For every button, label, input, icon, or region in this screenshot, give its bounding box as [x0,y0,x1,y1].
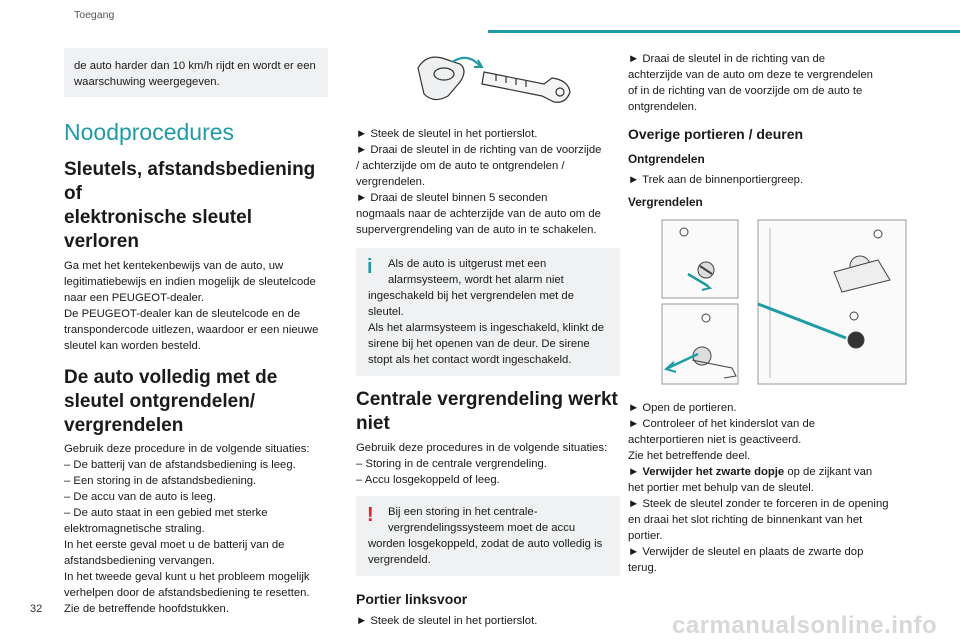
heading-unlock: Ontgrendelen [628,152,705,166]
column-1 [64,48,328,617]
central-locking-text: Gebruik deze procedures in de volgende situaties: – Storing in de centrale vergrendeling. – Accu losgekoppeld of leeg. [356,442,608,486]
full-unlock-text: Gebruik deze procedure in de volgende situaties: – De batterij van de afstandsbediening is leeg. – Een storing in de afstandsbediening. – De accu van de auto is leeg. – De auto staat in een gebied met sterke elektromagnetische straling. In het eerste geval moet u de batterij van de afstandsbediening vervangen. In het tweede geval kunt u het probleem mogelijk verhelpen door de afstandsbediening te resetten. Zie de betreffende hoofdstukken. [64,443,310,615]
heading-lock: Vergrendelen [628,195,703,209]
key-steps: ► Steek de sleutel in het portierslot. ► Draai de sleutel in de richting van de voorzijde / achterzijde om de auto te ontgrendelen / vergrendelen. ► Draai de sleutel binnen 5 seconden nogmaals naar de achterzijde van de auto om de supervergrendeling van de auto in te schakelen. [356,128,602,236]
page-number: 32 [30,603,43,615]
heading-other-doors: Overige portieren / deuren [628,126,804,142]
heading-left-front-door: Portier linksvoor [356,591,468,607]
turn-key-steps: ► Draai de sleutel in de richting van de achterzijde van de auto om deze te vergrendelen of in de richting van de voorzijde om de auto te ontgrendelen. [628,53,873,113]
lost-keys-text: Ga met het kentekenbewijs van de auto, uw legitimatiebewijs en indien mogelijk de sleutelcode naar een PEUGEOT-dealer. De PEUGEOT-dealer kan de sleutelcode en de transpondercode uitlezen, waardoor er een nieuwe sleutel kan worden besteld. [64,260,319,352]
key-in-lock-illustration [356,48,620,120]
info-note: i Als de auto is uitgerust met een alarmsysteem, wordt het alarm niet ingeschakeld bij het vergrendelen met de sleutel. Als het alarmsysteem is ingeschakeld, klinkt de sirene bij het openen van de deur. De sirene stopt als het contact wordt ingeschakeld. [356,248,620,376]
header-accent-bar [488,30,960,33]
warning-note: ! Bij een storing in het centrale- vergrendelingssysteem moet de accu worden losgekoppeld, zodat de auto volledig is vergrendeld. [356,496,620,576]
key-door-lock-icon [356,48,620,120]
info-icon: i [367,256,373,278]
heading-full-unlock: De auto volledig met de sleutel ontgrendelen/ vergrendelen [64,367,278,436]
column-2 [356,48,620,629]
heading-lost-keys: Sleutels, afstandsbediening of elektronische sleutel verloren [64,159,316,252]
watermark: carmanualsonline.info [672,612,938,639]
column-3 [628,48,908,576]
door-lock-cap-icon [628,218,908,390]
unlock-step: ► Trek aan de binnenportiergreep. [628,174,804,186]
heading-central-locking: Centrale vergrendeling werkt niet [356,389,618,434]
section-title: Noodprocedures [64,119,235,145]
header-section: Toegang [74,9,115,21]
intro-box [64,48,328,97]
lock-steps: ► Open de portieren. ► Controleer of het kinderslot van de achterportieren niet is geactiveerd. Zie het betreffende deel. ► Verwijder het zwarte dopje op de zijkant van het portier met behulp van de sleutel. ► Steek de sleutel zonder te forceren in de opening en draai het slot richting de binnenkant van het portier. ► Verwijder de sleutel en plaats de zwarte dop terug. [628,400,908,576]
left-door-step: ► Steek de sleutel in het portierslot. [356,615,538,627]
door-lock-illustration [628,218,908,390]
intro-text: de auto harder dan 10 km/h rijdt en wordt er een waarschuwing weergegeven. [74,60,316,88]
warning-icon: ! [367,504,374,526]
remove-cap-step: ► Verwijder het zwarte dopje op de zijkant van [628,466,873,478]
